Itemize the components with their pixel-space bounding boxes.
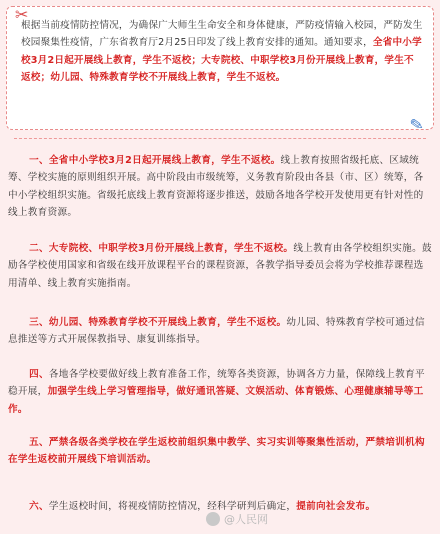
section-1-highlight: 全省中小学校3月2日起开展线上教育，学生不返校。 [48,155,281,166]
watermark-text: @人民网 [224,513,268,526]
section-4-text: 各地各学校要做好线上教育准备工作，统筹各类资源，协调各方力量，保障线上教育平稳开展， [8,369,425,398]
section-4-number: 四、 [29,369,49,380]
weibo-logo-icon [206,512,220,526]
section-2 [8,240,432,292]
section-1 [8,152,432,222]
intro-highlight: 全省中小学校3月2日起开展线上教育，学生不返校；大专院校、中职学校3月份开展线上教育，学生不返校；幼儿园、特殊教育学校不开展线上教育，学生不返校。 [21,37,422,84]
section-5-highlight: 严禁各级各类学校在学生返校前组织集中教学、实习实训等聚集性活动，严禁培训机构在学生返校前开展线下培训活动。 [8,437,425,466]
section-1-number: 一、 [29,155,49,166]
section-3-text: 幼儿园、特殊教育学校可通过信息推送等方式开展保教指导、康复训练指导。 [8,317,425,346]
notice-card [6,5,434,136]
section-6-text: 学生返校时间，将视疫情防控情况，经科学研判后确定， [48,501,297,512]
section-6-number: 六、 [29,501,49,512]
section-4 [8,366,432,418]
section-5 [8,434,432,469]
section-5-number: 五、 [29,437,49,448]
section-2-number: 二、 [29,243,49,254]
section-divider [14,138,426,139]
section-4-highlight: 加强学生线上学习管理指导，做好通讯答疑、文娱活动、体育锻炼、心理健康辅导等工作。 [8,386,424,415]
watermark [206,511,268,527]
section-6-highlight: 提前向社会发布。 [296,501,376,512]
section-3-number: 三、 [29,317,49,328]
section-1-text: 线上教育按照省级托底、区域统筹、学校实施的原则组织开展。高中阶段由市级统筹，义务教育阶段由各县（市、区）统筹，各中小学校组织实施。省级托底线上教育资源将逐步推送，鼓励各地各学校开发使用更有针对性的线上教育资源。 [8,155,424,219]
intro-paragraph [21,17,423,87]
intro-text: 根据当前疫情防控情况，为确保广大师生生命安全和身体健康，严防疫情输入校园，严防发生校园聚集性疫情，广东省教育厅2月25日印发了线上教育安排的通知。通知要求， [21,20,423,49]
section-3-highlight: 幼儿园、特殊教育学校不开展线上教育，学生不返校。 [48,317,287,328]
scissors-icon: ✂ [15,5,29,24]
pencil-icon: ✎ [408,113,425,136]
section-3 [8,314,432,349]
section-2-highlight: 大专院校、中职学校3月份开展线上教育，学生不返校。 [48,243,294,254]
section-2-text: 线上教育由各学校组织实施。鼓励各学校使用国家和省级在线开放课程平台的课程资源，各教学指导委员会将为学校推荐课程选用清单、线上教育实施指南。 [8,243,432,289]
